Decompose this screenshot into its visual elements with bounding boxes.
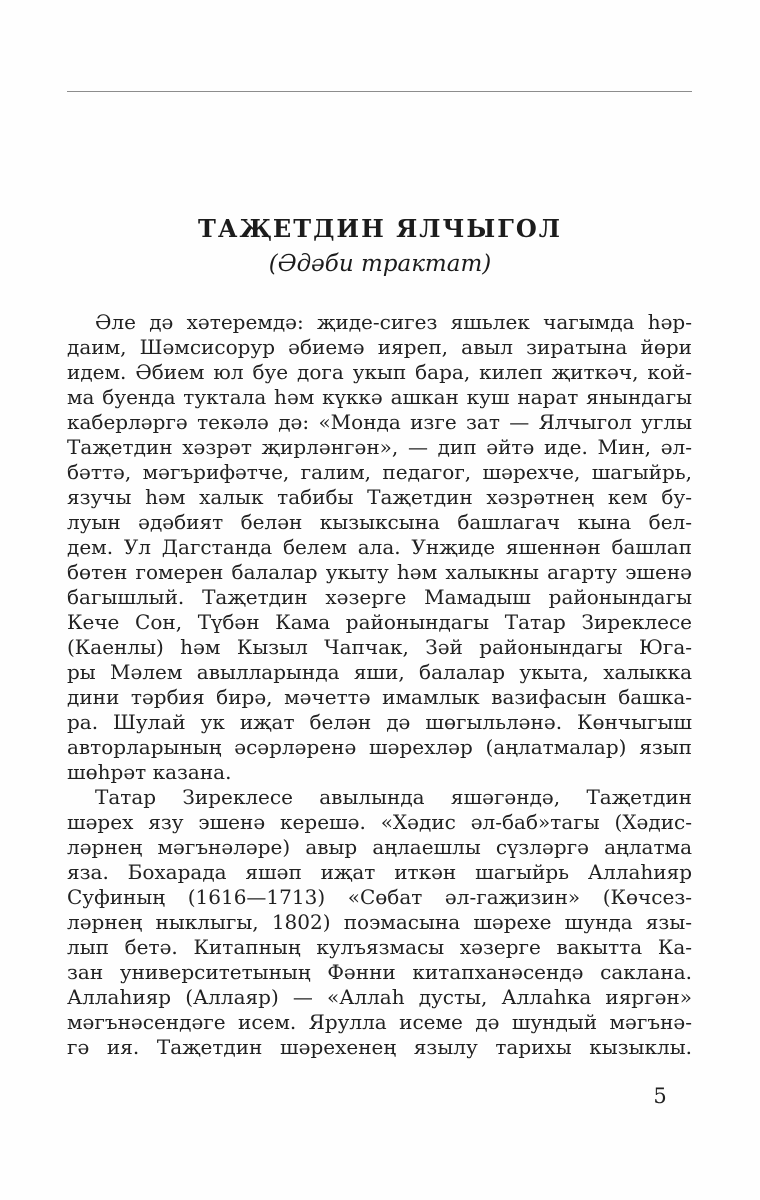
text-line: идем. Әбием юл буе дога укып бара, килеп җиткәч, кой- xyxy=(67,360,692,384)
text-line: авторларының әсәрләренә шәрехләр (аңлатмалар) язып xyxy=(67,735,692,759)
page-number: 5 xyxy=(653,1084,667,1108)
text-line: Кече Сон, Түбән Кама районындагы Татар Зиреклесе xyxy=(67,610,692,634)
text-line: шөһрәт казана. xyxy=(67,760,232,784)
text-line: Татар Зиреклесе авылында яшәгәндә, Таҗетдин xyxy=(95,785,692,809)
text-line: ма буенда туктала һәм күккә ашкан куш нарат янындагы xyxy=(67,385,692,409)
page-subtitle: (Әдәби трактат) xyxy=(268,251,492,277)
text-line: бәттә, мәгърифәтче, галим, педагог, шәрехче, шагыйрь, xyxy=(67,460,692,484)
header-rule xyxy=(67,91,692,92)
text-line: дем. Ул Дагстанда белем ала. Унҗиде яшеннән башлап xyxy=(67,535,692,559)
text-line: ләрнең ныклыгы, 1802) поэмасына шәрехе шунда язы- xyxy=(67,910,692,934)
text-line: лып бетә. Китапның кулъязмасы хәзерге вакытта Ка- xyxy=(67,935,692,959)
text-line: зан университетының Фәнни китапханәсендә саклана. xyxy=(67,960,692,984)
text-line: луын әдәбият белән кызыксына башлагач кына бел- xyxy=(67,510,692,534)
text-line: ры Мәлем авылларында яши, балалар укыта, халыкка xyxy=(67,660,692,684)
text-line: гә ия. Таҗетдин шәрехенең язылу тарихы кызыклы. xyxy=(67,1035,692,1059)
text-line: каберләргә текәлә дә: «Монда изге зат — Ялчыгол углы xyxy=(67,410,692,434)
text-line: мәгънәсендәге исем. Ярулла исеме дә шундый мәгънә- xyxy=(67,1010,692,1034)
text-line: Әле дә хәтеремдә: җиде-сигез яшьлек чагымда һәр- xyxy=(95,310,692,334)
text-line: Таҗетдин хәзрәт җирләнгән», — дип әйтә иде. Мин, әл- xyxy=(67,435,692,459)
text-line: Суфиның (1616—1713) «Сөбат әл-гаҗизин» (Көчсез- xyxy=(67,885,692,909)
text-line: багышлый. Таҗетдин хәзерге Мамадыш районындагы xyxy=(67,585,692,609)
text-line: яза. Бохарада яшәп иҗат иткән шагыйрь Аллаһияр xyxy=(67,860,692,884)
text-line: бөтен гомерен балалар укыту һәм халыкны агарту эшенә xyxy=(67,560,692,584)
text-line: дини тәрбия бирә, мәчеттә имамлык вазифасын башка- xyxy=(67,685,692,709)
text-line: шәрех язу эшенә керешә. «Хәдис әл-баб»тагы (Хәдис- xyxy=(67,810,692,834)
text-line: Аллаһияр (Аллаяр) — «Аллаһ дусты, Аллаһка ияргән» xyxy=(67,985,692,1009)
text-line: ләрнең мәгънәләре) авыр аңлаешлы сүзләргә аңлатма xyxy=(67,835,692,859)
text-line: даим, Шәмсисорур әбиемә ияреп, авыл зиратына йөри xyxy=(67,335,692,359)
page-title: ТАҖЕТДИН ЯЛЧЫГОЛ xyxy=(198,214,562,243)
body-text xyxy=(67,310,692,1060)
text-line: язучы һәм халык табибы Таҗетдин хәзрәтнең кем бу- xyxy=(67,485,692,509)
text-line: (Каенлы) һәм Кызыл Чапчак, Зәй районындагы Юга- xyxy=(67,635,692,659)
text-line: ра. Шулай ук иҗат белән дә шөгыльләнә. Көнчыгыш xyxy=(67,710,692,734)
